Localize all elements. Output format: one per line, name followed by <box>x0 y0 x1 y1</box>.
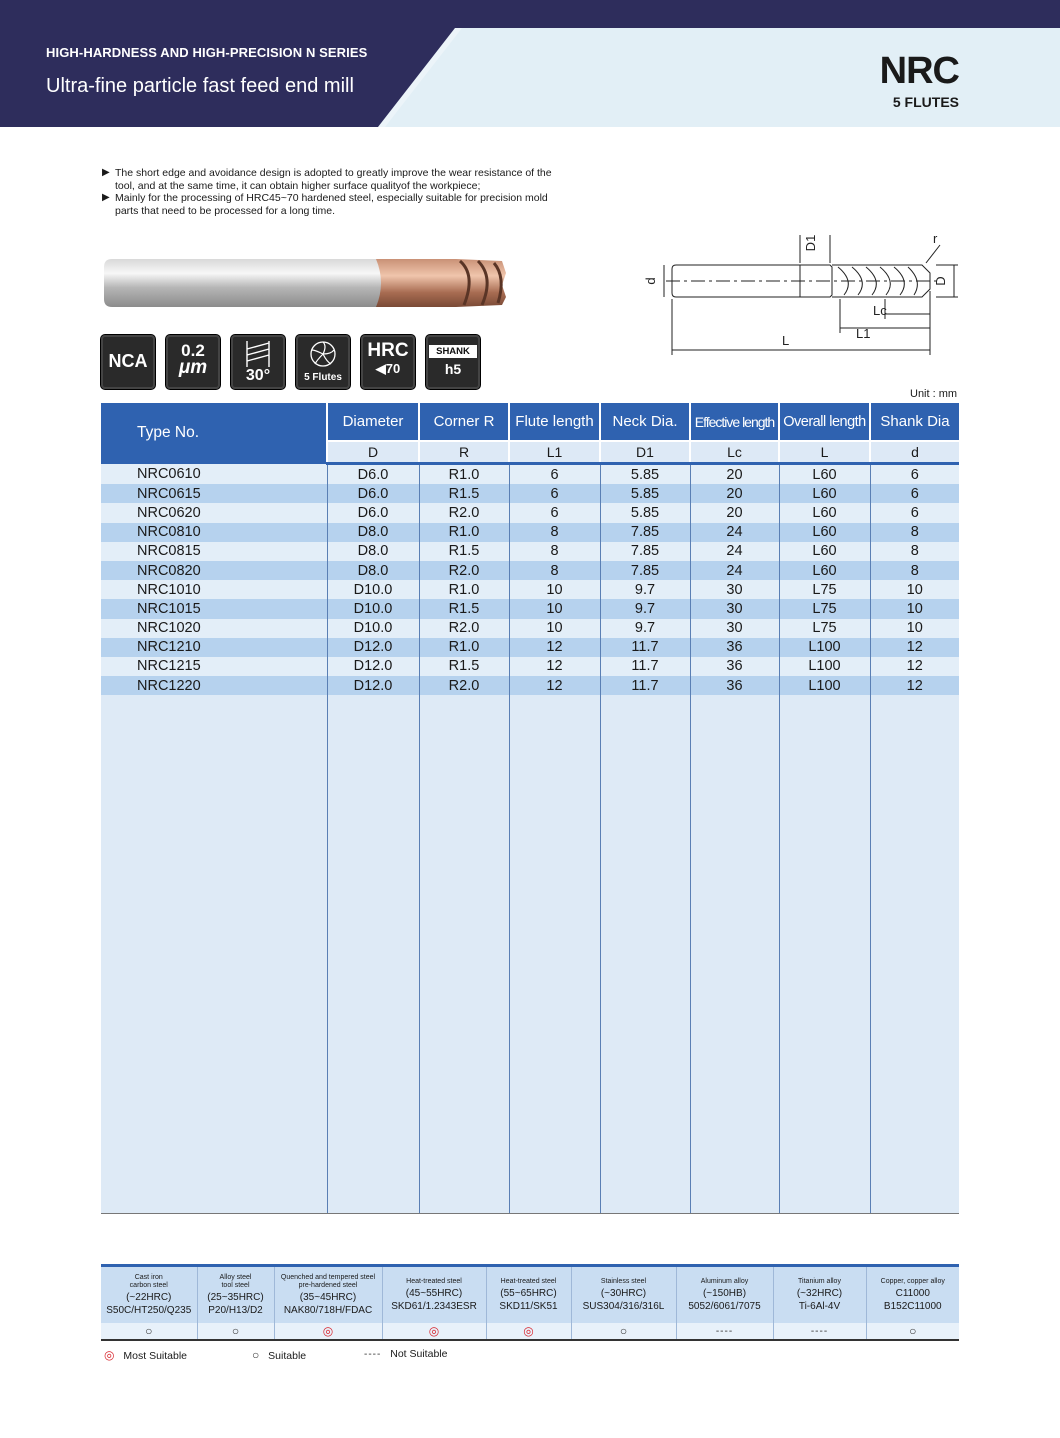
label-l1: L1 <box>856 326 871 341</box>
empty-cell <box>870 695 959 1214</box>
table-cell: D12.0 <box>327 676 419 695</box>
table-row <box>101 484 959 503</box>
table-cell: 10 <box>870 580 959 599</box>
legend-label: Not Suitable <box>390 1348 448 1360</box>
material-grades: Ti-6Al-4V <box>798 1300 841 1312</box>
feature-item <box>102 167 572 192</box>
material-cell <box>571 1266 676 1324</box>
table-cell: 6 <box>870 503 959 522</box>
table-cell: 6 <box>509 503 600 522</box>
label-l: L <box>782 333 790 348</box>
table-cell: 12 <box>870 638 959 657</box>
table-cell: D12.0 <box>327 657 419 676</box>
material-name: Cast iron carbon steel <box>129 1273 168 1289</box>
table-cell: L60 <box>779 484 870 503</box>
material-name: Aluminum alloy <box>700 1277 749 1285</box>
table-cell: L100 <box>779 676 870 695</box>
table-cell: 7.85 <box>600 542 690 561</box>
symbol-d: D <box>327 441 419 464</box>
table-cell: D10.0 <box>327 580 419 599</box>
type-no-cell: NRC1015 <box>101 599 327 618</box>
material-grades: SKD11/SK51 <box>499 1300 558 1312</box>
table-cell: R1.0 <box>419 580 509 599</box>
empty-cell <box>690 695 779 1214</box>
legend-suitable <box>252 1348 306 1362</box>
material-cell <box>676 1266 773 1324</box>
table-cell: 8 <box>509 542 600 561</box>
material-hardness: C11000 <box>895 1287 930 1299</box>
table-cell: L75 <box>779 580 870 599</box>
table-cell: 5.85 <box>600 484 690 503</box>
table-cell: R2.0 <box>419 619 509 638</box>
series-label: HIGH-HARDNESS AND HIGH-PRECISION N SERIES <box>46 45 368 60</box>
symbol-l1: L1 <box>509 441 600 464</box>
unit-label: Unit : mm <box>910 388 958 400</box>
table-cell: 24 <box>690 542 779 561</box>
label-r: r <box>933 231 938 246</box>
table-cell: 6 <box>509 484 600 503</box>
table-cell: 12 <box>870 676 959 695</box>
type-no-cell: NRC1215 <box>101 657 327 676</box>
type-no-cell: NRC0620 <box>101 503 327 522</box>
material-grades: P20/H13/D2 <box>208 1304 263 1316</box>
table-cell: L60 <box>779 464 870 485</box>
header-shank-dia: Shank Dia <box>870 403 959 441</box>
suitable-icon: ○ <box>145 1324 153 1338</box>
material-grades: NAK80/718H/FDAC <box>283 1304 373 1316</box>
table-cell: 36 <box>690 638 779 657</box>
material-hardness: (25~35HRC) <box>207 1291 264 1303</box>
type-no-cell: NRC1220 <box>101 676 327 695</box>
table-cell: 10 <box>870 619 959 638</box>
suitable-icon: ○ <box>619 1324 628 1338</box>
table-row <box>101 638 959 657</box>
table-cell: 12 <box>509 638 600 657</box>
material-cell <box>382 1266 486 1324</box>
most-suitable-icon: ◎ <box>322 1324 334 1338</box>
table-cell: 8 <box>870 523 959 542</box>
suitability-row <box>101 1323 959 1340</box>
table-cell: R2.0 <box>419 561 509 580</box>
feature-text: Mainly for the processing of HRC45~70 hardened steel, especially suitable for precision mold parts that need to be processed for a long time. <box>115 192 548 217</box>
label-lc: Lc <box>873 303 887 318</box>
table-cell: R1.5 <box>419 599 509 618</box>
suitability-cell <box>274 1323 382 1340</box>
material-name: Heat-treated steel <box>500 1277 557 1285</box>
spec-table <box>101 403 959 1214</box>
type-no-cell: NRC0815 <box>101 542 327 561</box>
material-cell <box>274 1266 382 1324</box>
material-hardness: (~22HRC) <box>126 1291 172 1303</box>
table-cell: 12 <box>509 676 600 695</box>
suitability-cell <box>866 1323 959 1340</box>
suitability-cell <box>382 1323 486 1340</box>
table-cell: 36 <box>690 676 779 695</box>
material-grades: 5052/6061/7075 <box>688 1300 761 1312</box>
table-cell: 9.7 <box>600 599 690 618</box>
table-cell: 10 <box>509 580 600 599</box>
flutes-icon <box>296 335 350 389</box>
table-cell: 8 <box>870 561 959 580</box>
table-cell: 20 <box>690 484 779 503</box>
badge-main: 0.2 <box>181 341 205 360</box>
table-cell: 12 <box>870 657 959 676</box>
material-hardness: (~32HRC) <box>796 1287 843 1299</box>
table-cell: 20 <box>690 503 779 522</box>
material-name: Copper, copper alloy <box>880 1277 945 1285</box>
label-d: d <box>643 277 658 285</box>
not-suitable-icon: ---- <box>810 1326 829 1337</box>
header-overall-length: Overall length <box>779 403 870 441</box>
type-no-cell: NRC1020 <box>101 619 327 638</box>
table-cell: D6.0 <box>327 503 419 522</box>
helix-lines-icon <box>243 339 273 369</box>
type-no-cell: NRC1210 <box>101 638 327 657</box>
suitability-cell <box>197 1323 274 1340</box>
table-cell: 8 <box>509 523 600 542</box>
suitability-cell <box>773 1323 866 1340</box>
material-cell <box>773 1266 866 1324</box>
type-no-cell: NRC0610 <box>101 464 327 485</box>
table-cell: 9.7 <box>600 580 690 599</box>
flute-pattern-icon <box>309 340 337 368</box>
badge-main: 30° <box>245 367 271 384</box>
product-code: NRC <box>879 50 959 92</box>
empty-cell <box>327 695 419 1214</box>
table-cell: L60 <box>779 542 870 561</box>
table-cell: L60 <box>779 523 870 542</box>
table-row <box>101 599 959 618</box>
material-cell <box>866 1266 959 1324</box>
table-cell: D6.0 <box>327 484 419 503</box>
empty-cell <box>419 695 509 1214</box>
table-cell: R1.5 <box>419 657 509 676</box>
table-cell: 8 <box>509 561 600 580</box>
dimension-diagram <box>640 225 965 360</box>
material-name: Titanium alloy <box>798 1277 841 1285</box>
table-cell: 11.7 <box>600 638 690 657</box>
table-cell: L100 <box>779 638 870 657</box>
table-row <box>101 523 959 542</box>
legend-label: Most Suitable <box>123 1350 188 1362</box>
empty-cell <box>600 695 690 1214</box>
end-mill-image <box>104 255 508 311</box>
table-cell: R1.5 <box>419 484 509 503</box>
material-hardness: (~30HRC) <box>600 1287 647 1299</box>
materials-table <box>101 1264 959 1341</box>
table-cell: D8.0 <box>327 561 419 580</box>
material-hardness: (55~65HRC) <box>500 1287 557 1299</box>
material-grades: S50C/HT250/Q235 <box>106 1304 192 1316</box>
table-cell: R1.5 <box>419 542 509 561</box>
table-cell: D8.0 <box>327 542 419 561</box>
header-effective-length: Effective length <box>690 403 779 441</box>
table-cell: 7.85 <box>600 523 690 542</box>
table-cell: 10 <box>509 619 600 638</box>
material-name: Quenched and tempered steel pre-hardened steel <box>280 1273 376 1289</box>
material-name: Stainless steel <box>600 1277 647 1285</box>
empty-cell <box>101 695 327 1214</box>
badge-sub: μm <box>178 357 208 378</box>
header-diameter: Diameter <box>327 403 419 441</box>
table-cell: 36 <box>690 657 779 676</box>
material-hardness: (35~45HRC) <box>299 1291 357 1303</box>
material-grades: SUS304/316/316L <box>582 1300 665 1312</box>
badge-main: NCA <box>108 351 148 371</box>
suitable-icon: ○ <box>231 1324 240 1338</box>
badge-main: SHANK <box>429 345 477 358</box>
type-no-cell: NRC1010 <box>101 580 327 599</box>
table-row <box>101 619 959 638</box>
suitability-cell <box>676 1323 773 1340</box>
coating-icon <box>101 335 155 389</box>
most-suitable-icon: ◎ <box>104 1348 115 1362</box>
table-header-row <box>101 403 959 441</box>
most-suitable-icon: ◎ <box>523 1324 534 1338</box>
table-cell: R1.0 <box>419 523 509 542</box>
legend-most-suitable <box>104 1348 187 1362</box>
table-cell: 6 <box>509 464 600 485</box>
table-empty-area <box>101 695 959 1214</box>
table-cell: 11.7 <box>600 657 690 676</box>
table-cell: 10 <box>870 599 959 618</box>
bullet-icon: ▶ <box>102 167 110 178</box>
flutes-label: 5 FLUTES <box>892 94 959 110</box>
table-cell: 20 <box>690 464 779 485</box>
table-row <box>101 580 959 599</box>
header-type-no: Type No. <box>101 403 327 464</box>
table-row <box>101 561 959 580</box>
hrc-icon <box>361 335 415 389</box>
badge-sub: ◀70 <box>375 361 401 376</box>
materials-header-row <box>101 1266 959 1324</box>
not-suitable-icon: ---- <box>715 1326 734 1337</box>
table-cell: R1.0 <box>419 638 509 657</box>
material-name: Alloy steel tool steel <box>219 1273 252 1289</box>
material-grades: SKD61/1.2343ESR <box>391 1300 477 1312</box>
table-cell: L100 <box>779 657 870 676</box>
table-cell: 30 <box>690 619 779 638</box>
table-cell: D8.0 <box>327 523 419 542</box>
material-cell <box>486 1266 571 1324</box>
header-corner-r: Corner R <box>419 403 509 441</box>
table-cell: L75 <box>779 599 870 618</box>
empty-cell <box>779 695 870 1214</box>
page-title: Ultra-fine particle fast feed end mill <box>46 75 354 97</box>
material-cell <box>101 1266 197 1324</box>
table-row <box>101 464 959 485</box>
badge-sub: h5 <box>444 361 462 377</box>
shank-icon <box>426 335 480 389</box>
symbol-shank-d: d <box>870 441 959 464</box>
most-suitable-icon: ◎ <box>428 1324 440 1338</box>
table-cell: 9.7 <box>600 619 690 638</box>
table-cell: 30 <box>690 599 779 618</box>
type-no-cell: NRC0810 <box>101 523 327 542</box>
suitable-icon: ○ <box>909 1324 917 1338</box>
type-no-cell: NRC0615 <box>101 484 327 503</box>
material-name: Heat-treated steel <box>406 1277 462 1285</box>
table-cell: R2.0 <box>419 676 509 695</box>
type-no-cell: NRC0820 <box>101 561 327 580</box>
badge-main: HRC <box>367 340 409 361</box>
helix-angle-icon <box>231 335 285 389</box>
feature-item <box>102 192 572 217</box>
table-cell: D12.0 <box>327 638 419 657</box>
table-cell: 11.7 <box>600 676 690 695</box>
material-grades: B152C11000 <box>883 1300 942 1312</box>
empty-cell <box>509 695 600 1214</box>
table-cell: 24 <box>690 561 779 580</box>
symbol-d1: D1 <box>600 441 690 464</box>
suitability-cell <box>101 1323 197 1340</box>
legend-not-suitable <box>364 1348 447 1360</box>
table-row <box>101 676 959 695</box>
table-cell: L60 <box>779 503 870 522</box>
material-hardness: (45~55HRC) <box>405 1287 463 1299</box>
header-neck-dia: Neck Dia. <box>600 403 690 441</box>
badge-main: 5 Flutes <box>304 372 342 383</box>
suitability-cell <box>486 1323 571 1340</box>
symbol-l: L <box>779 441 870 464</box>
table-cell: 5.85 <box>600 464 690 485</box>
table-cell: R1.0 <box>419 464 509 485</box>
table-cell: L60 <box>779 561 870 580</box>
table-row <box>101 503 959 522</box>
table-cell: 7.85 <box>600 561 690 580</box>
label-d1: D1 <box>803 234 818 252</box>
table-row <box>101 542 959 561</box>
table-cell: R2.0 <box>419 503 509 522</box>
table-cell: 6 <box>870 464 959 485</box>
table-cell: 5.85 <box>600 503 690 522</box>
bullet-icon: ▶ <box>102 192 110 203</box>
suitability-cell <box>571 1323 676 1340</box>
not-suitable-icon: ---- <box>364 1349 382 1360</box>
table-cell: 12 <box>509 657 600 676</box>
legend-label: Suitable <box>268 1350 307 1362</box>
table-row <box>101 657 959 676</box>
table-cell: 24 <box>690 523 779 542</box>
table-cell: 30 <box>690 580 779 599</box>
material-cell <box>197 1266 274 1324</box>
feature-text: The short edge and avoidance design is adopted to greatly improve the wear resistance of the tool, and at the same time, it can obtain higher surface qualityof the workpiece; <box>115 167 552 192</box>
material-hardness: (~150HB) <box>702 1287 747 1299</box>
suitable-icon: ○ <box>252 1348 260 1362</box>
table-cell: L75 <box>779 619 870 638</box>
table-cell: 8 <box>870 542 959 561</box>
table-cell: D6.0 <box>327 464 419 485</box>
table-cell: 6 <box>870 484 959 503</box>
table-cell: D10.0 <box>327 619 419 638</box>
table-cell: 10 <box>509 599 600 618</box>
table-cell: D10.0 <box>327 599 419 618</box>
roughness-icon <box>166 335 220 389</box>
symbol-lc: Lc <box>690 441 779 464</box>
header-flute-length: Flute length <box>509 403 600 441</box>
label-D: D <box>933 276 948 286</box>
symbol-r: R <box>419 441 509 464</box>
